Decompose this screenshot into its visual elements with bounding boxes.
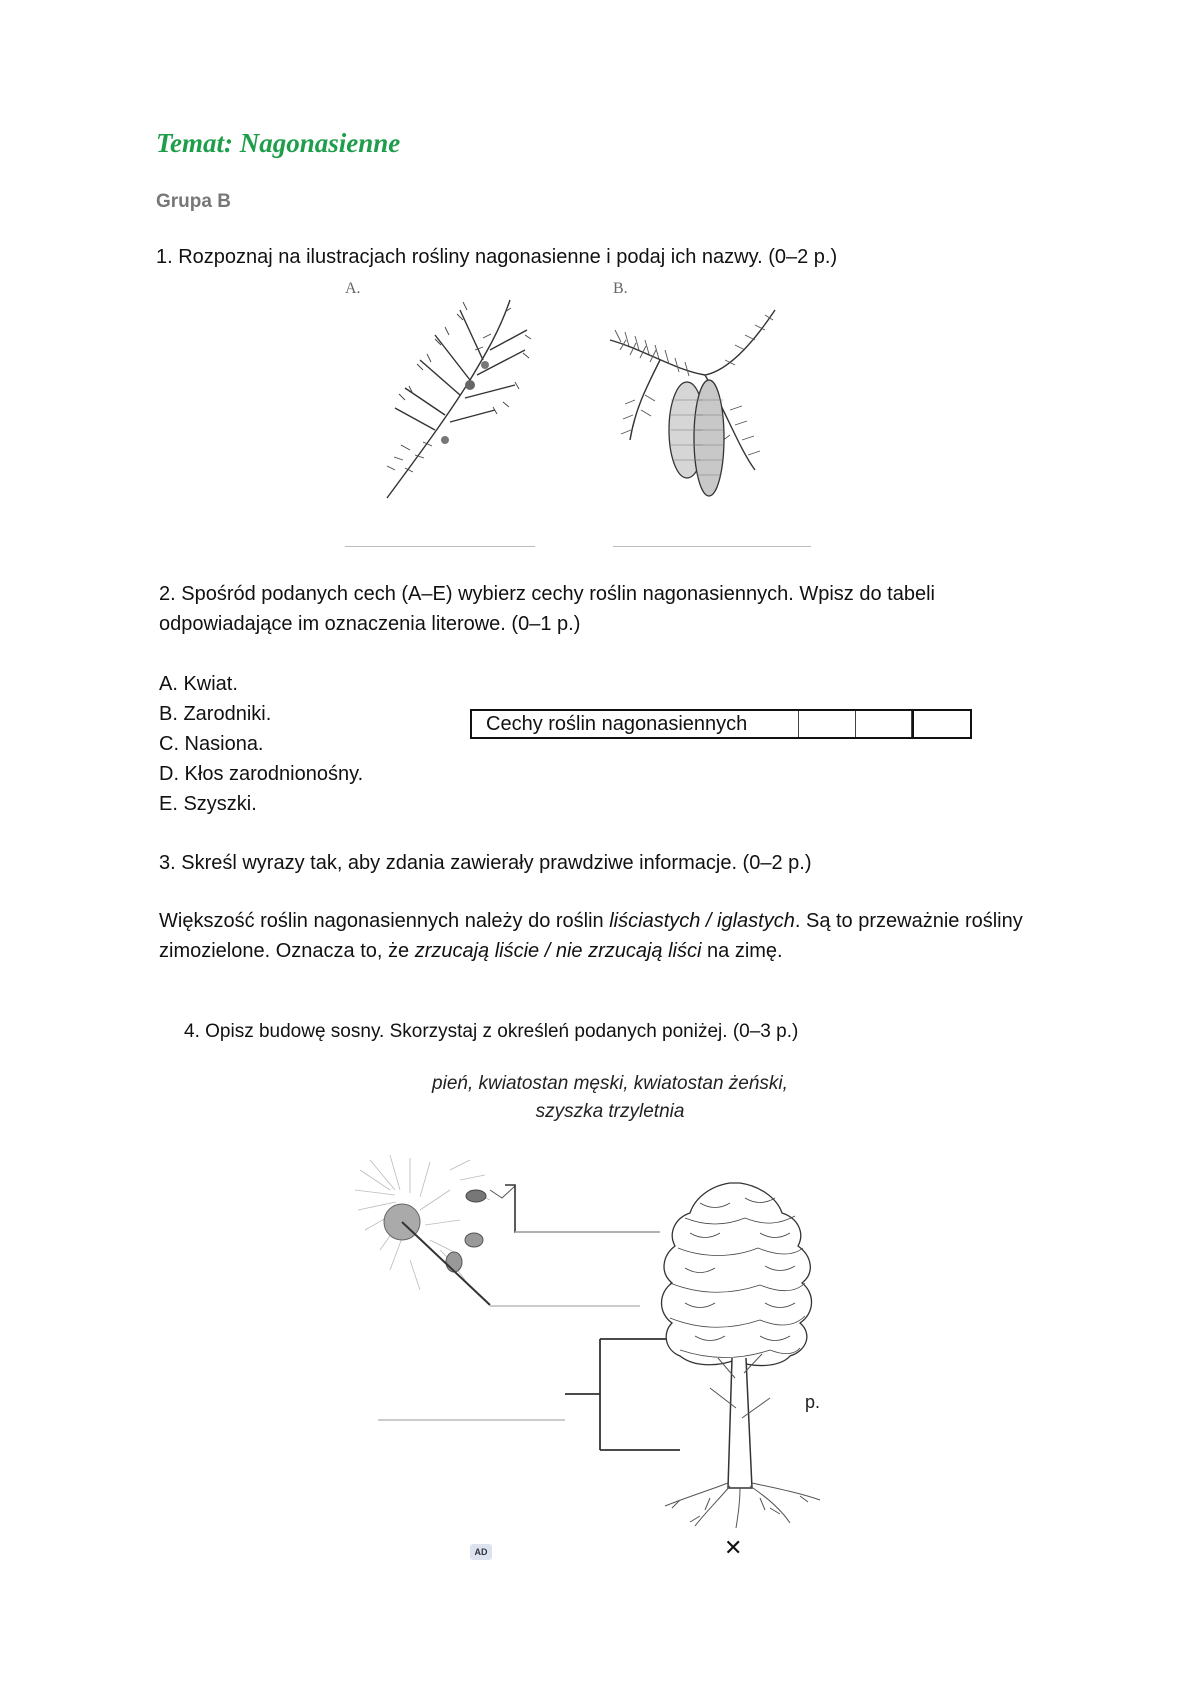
option-e: E. Szyszki.	[159, 793, 257, 815]
question-1: 1. Rozpoznaj na ilustracjach rośliny nagonasienne i podaj ich nazwy. (0–2 p.)	[156, 246, 838, 268]
plant-b-label: B.	[613, 280, 628, 297]
sentence-2-start: . Są to przeważnie rośliny zimozielone. Oznacza to, że	[159, 910, 1023, 962]
sentence-1-start: Większość roślin nagonasiennych należy do roślin	[159, 910, 610, 932]
page-title: Temat: Nagonasienne	[156, 128, 401, 158]
option-c: C. Nasiona.	[159, 733, 264, 755]
option-d: D. Kłos zarodnionośny.	[159, 763, 364, 785]
question-3: 3. Skreśl wyrazy tak, aby zdania zawierały prawdziwe informacje. (0–2 p.)	[159, 852, 812, 874]
option-b: B. Zarodniki.	[159, 703, 272, 725]
plant-a-label: A.	[345, 280, 361, 297]
ad-badge[interactable]: AD	[470, 1544, 492, 1560]
pine-tree-illustration	[640, 1178, 840, 1528]
choice-leaf-drop[interactable]: zrzucają liście / nie zrzucają liści	[414, 940, 702, 962]
table-header: Cechy roślin nagonasiennych	[472, 711, 799, 737]
option-a: A. Kwiat.	[159, 673, 238, 695]
terms-line-1: pień, kwiatostan męski, kwiatostan żeński,	[432, 1073, 788, 1094]
close-icon[interactable]: ✕	[724, 1535, 743, 1560]
question-4: 4. Opisz budowę sosny. Skorzystaj z określeń podanych poniżej. (0–3 p.)	[184, 1021, 799, 1042]
choice-leaf-type[interactable]: liściastych / iglastych	[609, 910, 795, 932]
tree-p-label: p.	[805, 1392, 821, 1412]
group-label: Grupa B	[156, 191, 231, 212]
sentence-end: na zimę.	[701, 940, 783, 962]
question-2: 2. Spośród podanych cech (A–E) wybierz cechy roślin nagonasiennych. Wpisz do tabeli odpowiadające im oznaczenia literowe. (0–1 p.)	[159, 583, 935, 635]
terms-line-2: szyszka trzyletnia	[535, 1101, 685, 1122]
